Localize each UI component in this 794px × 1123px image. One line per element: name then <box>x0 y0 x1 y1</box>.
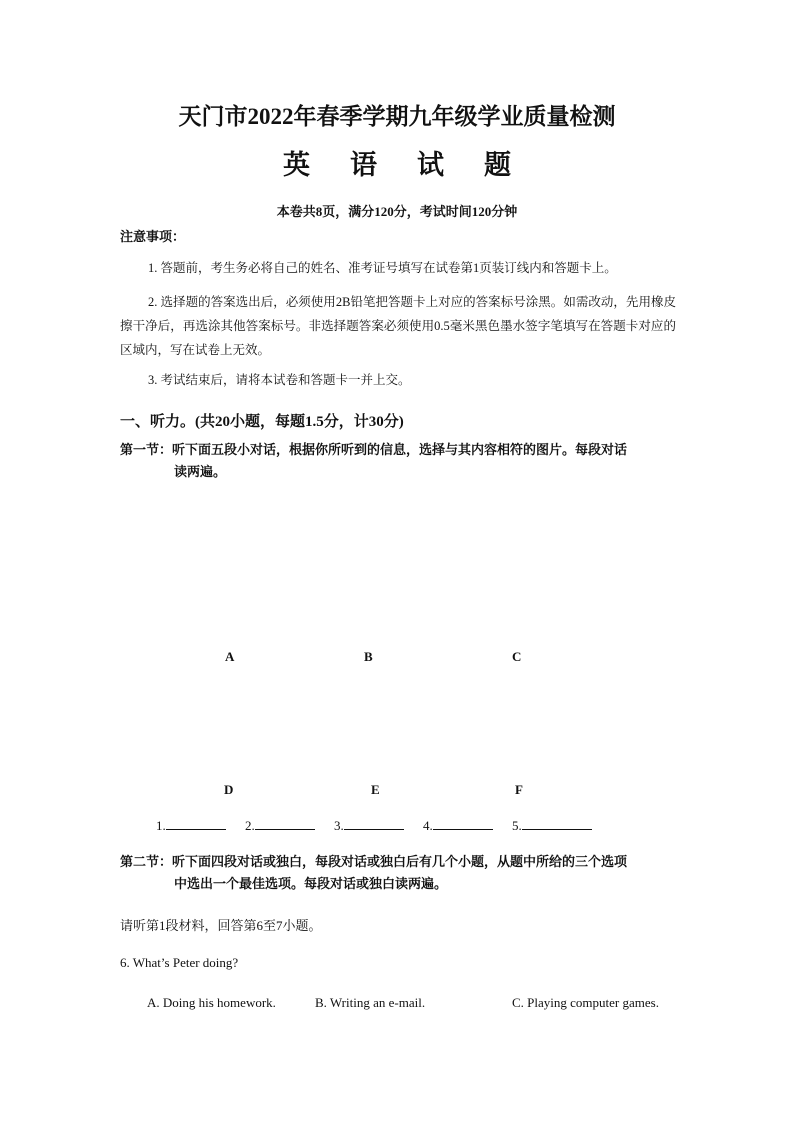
answer-blanks <box>156 817 608 834</box>
material-intro: 请听第1段材料，回答第6至7小题。 <box>120 918 322 933</box>
notice-item-3: 3. 考试结束后，请将本试卷和答题卡一并上交。 <box>148 373 411 387</box>
part1-label: 第一节： <box>120 442 173 457</box>
exam-subject <box>0 143 794 182</box>
answer-blank: 5. <box>512 817 592 834</box>
answer-blank: 1. <box>156 817 226 834</box>
subject-char: 英 <box>283 150 310 180</box>
subject-char: 题 <box>484 150 511 180</box>
exam-title: 天门市2022年春季学期九年级学业质量检测 <box>178 104 616 129</box>
answer-blank: 3. <box>334 817 404 834</box>
answer-blank: 2. <box>245 817 315 834</box>
question-6: 6. What’s Peter doing? <box>120 955 239 970</box>
notice-item-1: 1. 答题前，考生务必将自己的姓名、准考证号填写在试卷第1页装订线内和答题卡上。 <box>148 261 617 275</box>
answer-blank: 4. <box>423 817 493 834</box>
part1-line2: 读两遍。 <box>174 464 227 479</box>
exam-info: 本卷共8页，满分120分，考试时间120分钟 <box>276 204 518 219</box>
part1-instructions <box>120 439 676 483</box>
part2-line1: 听下面四段对话或独白，每段对话或独白后有几个小题，从题中所给的三个选项 <box>172 854 628 869</box>
picture-label-e: E <box>371 782 380 797</box>
option-a: A. Doing his homework. <box>147 995 276 1010</box>
picture-label-b: B <box>364 649 373 664</box>
listening-heading: 一、听力。(共20小题，每题1.5分，计30分) <box>120 414 404 430</box>
part2-label: 第二节： <box>120 854 173 869</box>
picture-label-c: C <box>512 649 522 664</box>
subject-char: 试 <box>417 150 444 180</box>
part2-line2: 中选出一个最佳选项。每段对话或独白读两遍。 <box>174 876 448 891</box>
picture-label-a: A <box>225 649 235 664</box>
option-c: C. Playing computer games. <box>512 995 659 1010</box>
option-b: B. Writing an e-mail. <box>315 995 426 1010</box>
picture-label-f: F <box>515 782 523 797</box>
part1-line1: 听下面五段小对话，根据你所听到的信息，选择与其内容相符的图片。每段对话 <box>172 442 628 457</box>
notice-heading: 注意事项： <box>120 229 186 244</box>
part2-instructions <box>120 851 676 895</box>
picture-label-d: D <box>224 782 234 797</box>
notice-item-2: 2. 选择题的答案选出后，必须使用2B铅笔把答题卡上对应的答案标号涂黑。如需改动，先用橡皮擦干净后，再选涂其他答案标号。非选择题答案必须使用0.5毫米黑色墨水签字笔填写在答题卡对应的区域内，写在试卷上无效。 <box>120 295 676 357</box>
subject-char: 语 <box>350 150 377 180</box>
